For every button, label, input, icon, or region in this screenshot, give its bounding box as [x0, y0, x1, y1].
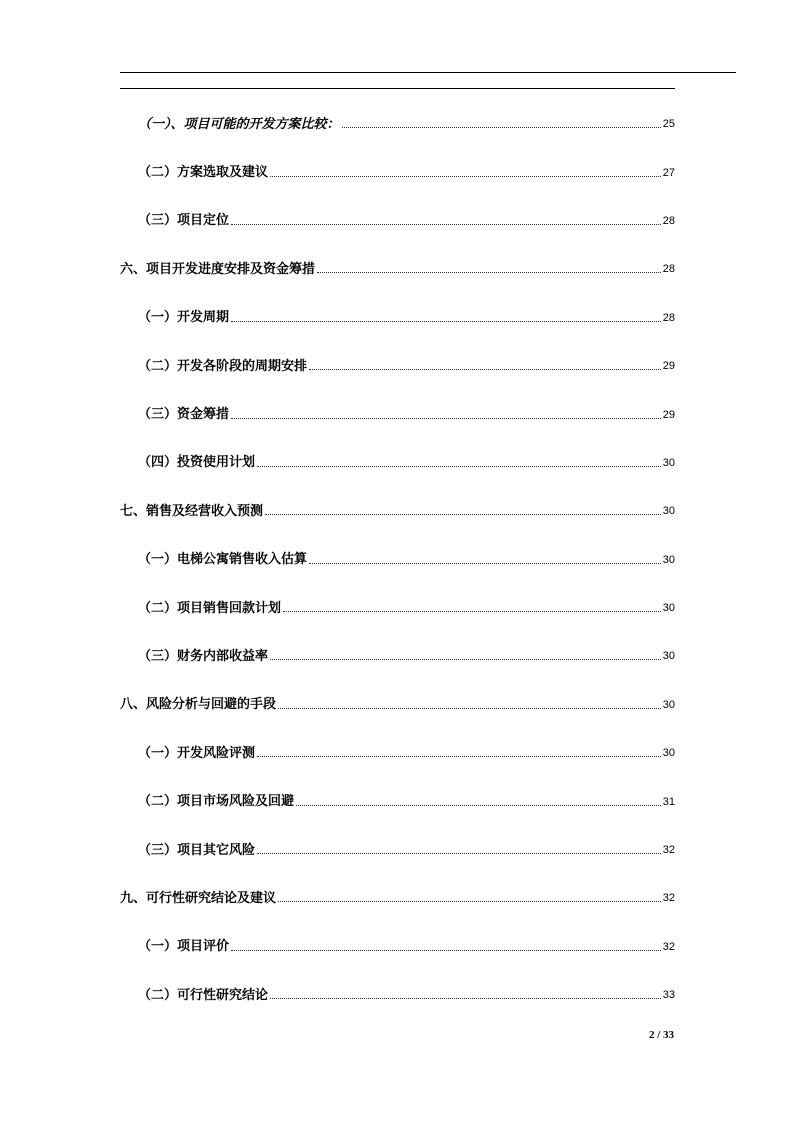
toc-entry-page: 29: [662, 408, 675, 421]
toc-entry[interactable]: [120, 630, 675, 678]
toc-dot-leader: [278, 707, 661, 709]
toc-dot-leader: [317, 271, 661, 273]
toc-entry-title: （二）项目销售回款计划: [138, 600, 282, 616]
toc-entry-title: （一）开发风险评测: [138, 745, 256, 761]
toc-dot-leader: [257, 465, 661, 467]
toc-dot-leader: [231, 949, 661, 951]
toc-entry-title: （二）项目市场风险及回避: [138, 794, 295, 810]
toc-entry-page: 30: [662, 698, 675, 711]
toc-entry[interactable]: [120, 340, 675, 388]
toc-entry-page: 27: [662, 166, 675, 179]
toc-entry[interactable]: [120, 679, 675, 727]
toc-entry-page: 32: [662, 940, 675, 953]
toc-entry-title: （三）资金筹措: [138, 407, 230, 423]
toc-entry[interactable]: [120, 824, 675, 872]
toc-entry-page: 28: [662, 311, 675, 324]
toc-entry-title: 六、项目开发进度安排及资金筹措: [120, 261, 316, 277]
page-number: 2 / 33: [648, 1029, 674, 1041]
toc-entry-page: 29: [662, 360, 675, 373]
toc-entry-page: 30: [662, 650, 675, 663]
toc-entry[interactable]: [120, 98, 675, 146]
toc-entry-title: （二）方案选取及建议: [138, 165, 269, 181]
toc-entry[interactable]: [120, 388, 675, 436]
toc-entry[interactable]: [120, 243, 675, 291]
toc-entry-title: （三）财务内部收益率: [138, 648, 269, 664]
toc-entry[interactable]: [120, 921, 675, 969]
toc-dot-leader: [231, 320, 661, 322]
toc-dot-leader: [231, 417, 661, 419]
toc-dot-leader: [296, 804, 661, 806]
toc-entry-page: 30: [662, 456, 675, 469]
toc-entry-title: （一）、项目可能的开发方案比较：: [138, 116, 340, 132]
toc-entry-page: 32: [662, 844, 675, 857]
toc-dot-leader: [342, 126, 661, 128]
toc-dot-leader: [265, 513, 661, 515]
toc-entry-page: 31: [662, 795, 675, 808]
toc-entry[interactable]: [120, 582, 675, 630]
toc-entry-page: 25: [662, 118, 675, 131]
toc-entry[interactable]: [120, 534, 675, 582]
toc-entry-page: 32: [662, 892, 675, 905]
toc-entry-title: 七、销售及经营收入预测: [120, 503, 264, 519]
toc-entry-title: （一）开发周期: [138, 310, 230, 326]
toc-entry[interactable]: [120, 727, 675, 775]
toc-dot-leader: [231, 223, 661, 225]
table-of-contents: [120, 98, 675, 1017]
toc-entry-title: 九、可行性研究结论及建议: [120, 890, 277, 906]
toc-entry[interactable]: [120, 437, 675, 485]
toc-entry-title: （二）可行性研究结论: [138, 987, 269, 1003]
toc-dot-leader: [257, 755, 661, 757]
toc-entry-title: （一）项目评价: [138, 939, 230, 955]
toc-entry-page: 30: [662, 747, 675, 760]
toc-entry-title: （三）项目其它风险: [138, 842, 256, 858]
toc-entry[interactable]: [120, 195, 675, 243]
toc-entry-page: 30: [662, 553, 675, 566]
toc-entry[interactable]: [120, 485, 675, 533]
toc-entry-title: 八、风险分析与回避的手段: [120, 697, 277, 713]
header-rule-bottom: [120, 88, 675, 89]
toc-dot-leader: [270, 997, 661, 999]
toc-entry-title: （二）开发各阶段的周期安排: [138, 358, 308, 374]
toc-entry[interactable]: [120, 146, 675, 194]
toc-entry[interactable]: [120, 775, 675, 823]
toc-entry[interactable]: [120, 872, 675, 920]
toc-entry[interactable]: [120, 969, 675, 1017]
toc-dot-leader: [270, 658, 661, 660]
toc-entry-page: 28: [662, 263, 675, 276]
toc-dot-leader: [278, 900, 661, 902]
toc-entry-page: 30: [662, 602, 675, 615]
toc-dot-leader: [270, 175, 661, 177]
toc-entry-page: 33: [662, 989, 675, 1002]
toc-entry-title: （四）投资使用计划: [138, 455, 256, 471]
toc-dot-leader: [283, 610, 661, 612]
toc-dot-leader: [257, 852, 661, 854]
toc-entry-title: （一）电梯公寓销售收入估算: [138, 552, 308, 568]
toc-dot-leader: [309, 562, 661, 564]
toc-entry-page: 30: [662, 505, 675, 518]
toc-entry[interactable]: [120, 292, 675, 340]
header-rule-top: [120, 72, 736, 73]
toc-entry-page: 28: [662, 214, 675, 227]
toc-entry-title: （三）项目定位: [138, 213, 230, 229]
toc-dot-leader: [309, 368, 661, 370]
